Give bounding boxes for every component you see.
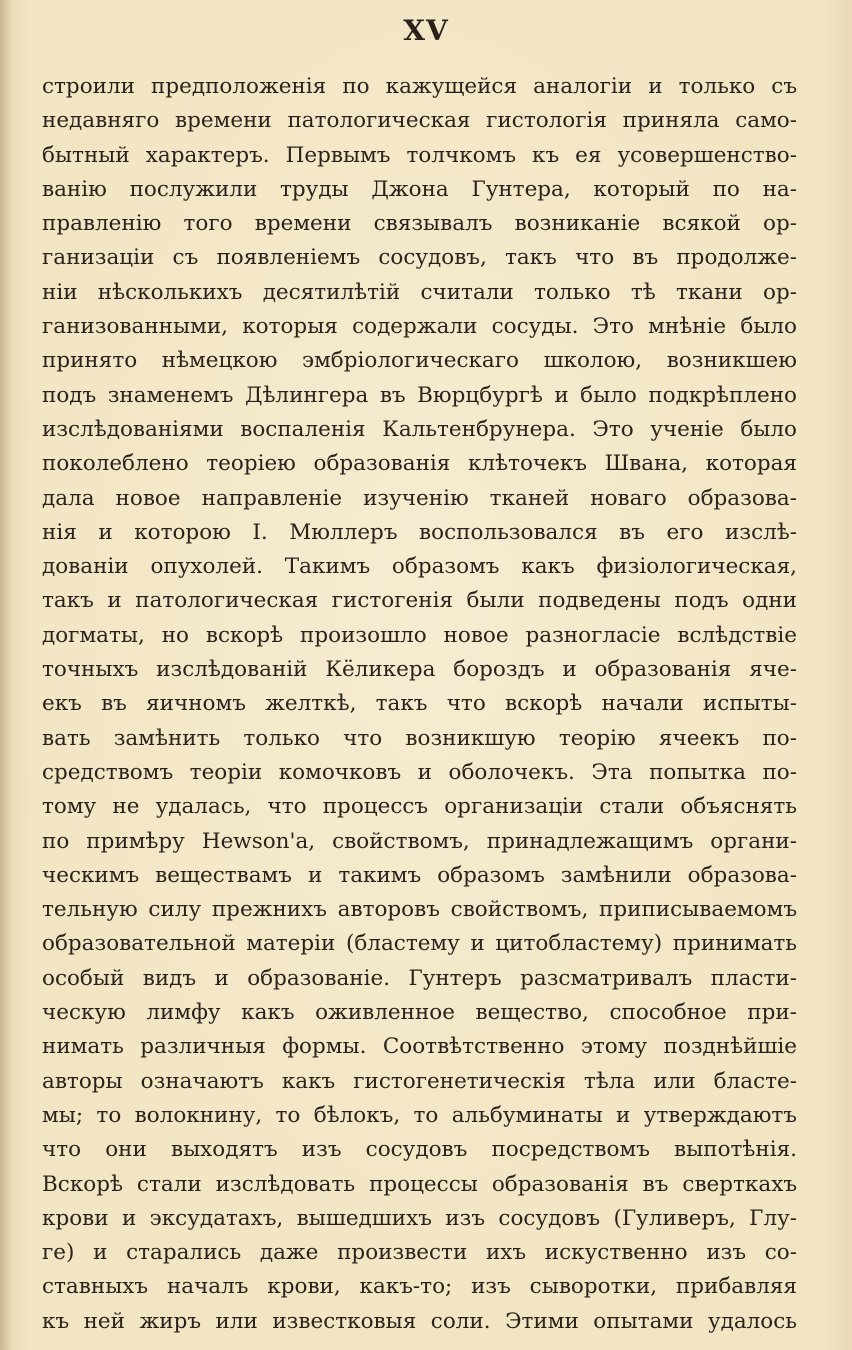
text-line: что они выходятъ изъ сосудовъ посредствомъ выпотѣнія. bbox=[42, 1137, 797, 1163]
text-line: мы; то волокнину, то бѣлокъ, то альбуминаты и утверждаютъ bbox=[42, 1102, 797, 1128]
text-line: вать замѣнить только что возникшую теорію ячеекъ по- bbox=[42, 725, 797, 751]
text-line: правленію того времени связывалъ возниканіе всякой ор- bbox=[42, 211, 797, 237]
text-line: нія и которою І. Мюллеръ воспользовался въ его изслѣ- bbox=[42, 519, 797, 545]
text-line: ганизаціи съ появленіемъ сосудовъ, такъ что въ продолже- bbox=[42, 245, 797, 271]
body-text bbox=[42, 70, 797, 1339]
text-line: такъ и патологическая гистогенія были подведены подъ одни bbox=[42, 588, 797, 614]
page-spine-shadow bbox=[0, 0, 12, 1350]
text-line: тому не удалась, что процессъ организаціи стали объяснять bbox=[42, 794, 797, 820]
text-line: тельную силу прежнихъ авторовъ свойствомъ, приписываемомъ bbox=[42, 897, 797, 923]
text-line: по примѣру Hewson'a, свойствомъ, принадлежащимъ органи- bbox=[42, 828, 797, 854]
text-line: особый видъ и образованіе. Гунтеръ разсматривалъ пласти- bbox=[42, 965, 797, 991]
text-line: образовательной матеріи (бластему и цитобластему) принимать bbox=[42, 931, 797, 957]
text-line: нимать различныя формы. Соотвѣтственно этому позднѣйшіе bbox=[42, 1034, 797, 1060]
text-line: ге) и старались даже произвести ихъ искуственно изъ со- bbox=[42, 1240, 797, 1266]
text-line: подъ знаменемъ Дѣлингера въ Вюрцбургѣ и было подкрѣплено bbox=[42, 382, 797, 408]
text-line: дала новое направленіе изученію тканей новаго образова- bbox=[42, 485, 797, 511]
text-line: недавняго времени патологическая гистологія приняла само- bbox=[42, 108, 797, 134]
text-line: екъ въ яичномъ желткѣ, такъ что вскорѣ начали испыты- bbox=[42, 691, 797, 717]
text-line: средствомъ теоріи комочковъ и оболочекъ. Эта попытка по- bbox=[42, 759, 797, 785]
text-line: ставныхъ началъ крови, какъ-то; изъ сыворотки, прибавляя bbox=[42, 1274, 797, 1300]
text-line: ческимъ веществамъ и такимъ образомъ замѣнили образова- bbox=[42, 862, 797, 888]
text-line: къ ней жиръ или известковыя соли. Этими опытами удалось bbox=[42, 1308, 797, 1334]
text-line: крови и эксудатахъ, вышедшихъ изъ сосудовъ (Гуливеръ, Глу- bbox=[42, 1205, 797, 1231]
text-line: ганизованными, которыя содержали сосуды. Это мнѣніе было bbox=[42, 314, 797, 340]
text-line: строили предположенія по кажущейся аналогіи и только съ bbox=[42, 74, 797, 99]
page-number: XV bbox=[403, 14, 449, 47]
text-line: ніи нѣсколькихъ десятилѣтій считали только тѣ ткани ор- bbox=[42, 279, 797, 305]
text-line: изслѣдованіями воспаленія Кальтенбрунера. Это ученіе было bbox=[42, 416, 797, 442]
text-line: принято нѣмецкою эмбріологическаго школою, возникшею bbox=[42, 348, 797, 374]
text-line: Вскорѣ стали изслѣдовать процессы образованія въ сверткахъ bbox=[42, 1171, 797, 1197]
text-line: ческую лимфу какъ оживленное вещество, способное при- bbox=[42, 1000, 797, 1026]
text-line: точныхъ изслѣдованій Кёликера бороздъ и образованія яче- bbox=[42, 657, 797, 683]
text-line: поколеблено теоріею образованія клѣточекъ Швана, которая bbox=[42, 451, 797, 477]
text-line: ванію послужили труды Джона Гунтера, который по на- bbox=[42, 176, 797, 202]
text-line: бытный характеръ. Первымъ толчкомъ къ ея усовершенство- bbox=[42, 142, 797, 168]
text-line: дованіи опухолей. Такимъ образомъ какъ физіологическая, bbox=[42, 554, 797, 580]
text-line: авторы означаютъ какъ гистогенетическія тѣла или бласте- bbox=[42, 1068, 797, 1094]
text-line: догматы, но вскорѣ произошло новое разногласіе вслѣдствіе bbox=[42, 622, 797, 648]
